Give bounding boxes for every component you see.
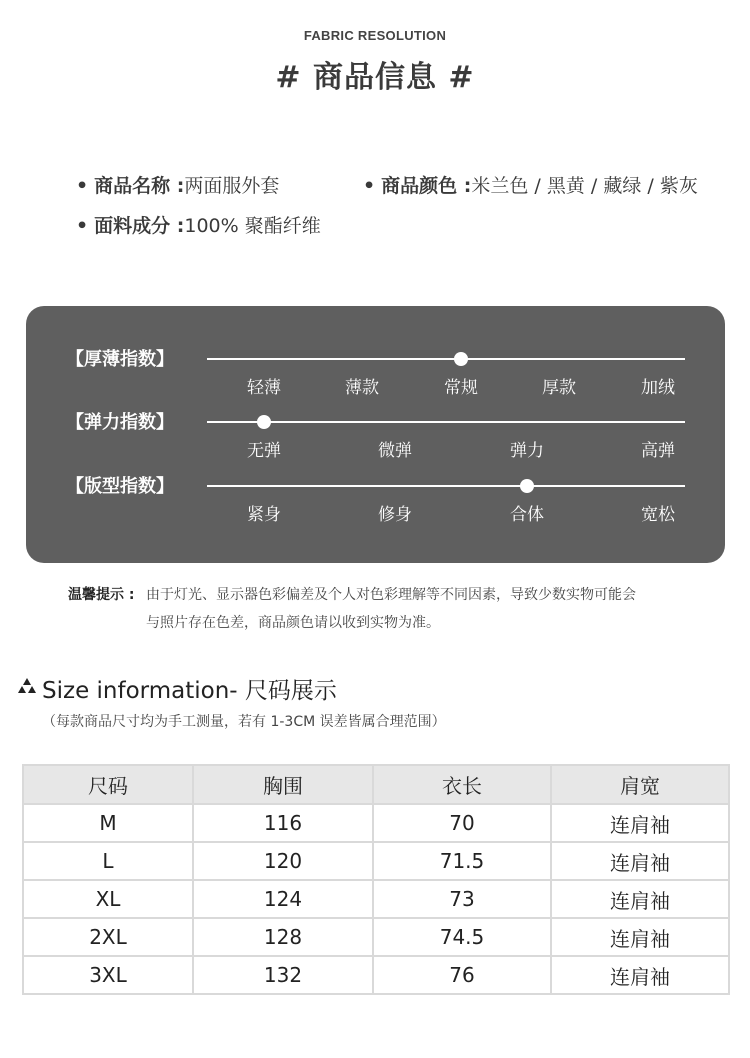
page-title: # 商品信息 #: [275, 60, 475, 95]
info-name-label: 商品名称 :: [94, 175, 185, 197]
size-section-note: （每款商品尺寸均为手工测量，若有 1-3CM 误差皆属合理范围）: [42, 714, 446, 730]
cell-chest: 116: [193, 804, 373, 842]
column-header-length: 衣长: [373, 765, 551, 804]
info-name-value: 两面服外套: [184, 175, 280, 197]
cell-shoulder: 连肩袖: [551, 918, 729, 956]
size-section-title: Size information- 尺码展示: [42, 678, 337, 704]
cell-shoulder: 连肩袖: [551, 956, 729, 994]
index-option: 无弹: [247, 441, 281, 461]
index-option: 加绒: [641, 378, 675, 398]
index-option: 厚款: [542, 378, 576, 398]
info-fabric: [76, 211, 321, 238]
column-header-chest: 胸围: [193, 765, 373, 804]
index-track: [207, 358, 685, 360]
triangle-cluster-icon: [16, 676, 38, 698]
cell-shoulder: 连肩袖: [551, 804, 729, 842]
bullet-icon: •: [76, 175, 89, 197]
index-option: 高弹: [641, 441, 675, 461]
index-selected-knob: [257, 415, 271, 429]
info-fabric-value: 100% 聚酯纤维: [184, 215, 321, 237]
cell-shoulder: 连肩袖: [551, 880, 729, 918]
column-header-size: 尺码: [23, 765, 193, 804]
index-option: 常规: [444, 378, 478, 398]
cell-length: 70: [373, 804, 551, 842]
tip-text-line-1: 由于灯光、显示器色彩偏差及个人对色彩理解等不同因素，导致少数实物可能会: [146, 587, 636, 603]
index-option: 薄款: [345, 378, 379, 398]
index-option: 宽松: [641, 505, 675, 525]
index-label: 【厚薄指数】: [66, 349, 174, 370]
table-row: [23, 842, 729, 880]
table-row: [23, 956, 729, 994]
cell-size: L: [23, 842, 193, 880]
cell-shoulder: 连肩袖: [551, 842, 729, 880]
index-option: 轻薄: [247, 378, 281, 398]
cell-size: XL: [23, 880, 193, 918]
index-label: 【弹力指数】: [66, 412, 174, 433]
cell-chest: 128: [193, 918, 373, 956]
index-option: 弹力: [510, 441, 544, 461]
cell-size: 2XL: [23, 918, 193, 956]
table-row: [23, 804, 729, 842]
index-option: 合体: [510, 505, 544, 525]
bullet-icon: •: [363, 175, 376, 197]
cell-size: M: [23, 804, 193, 842]
bullet-icon: •: [76, 215, 89, 237]
index-track: [207, 485, 685, 487]
cell-length: 71.5: [373, 842, 551, 880]
size-table: [22, 764, 730, 995]
table-header-row: [23, 765, 729, 804]
cell-length: 74.5: [373, 918, 551, 956]
cell-size: 3XL: [23, 956, 193, 994]
cell-chest: 120: [193, 842, 373, 880]
info-product-color: [363, 171, 698, 198]
index-panel: [26, 306, 725, 563]
tip-label: 温馨提示 :: [68, 587, 135, 603]
column-header-shoulder: 肩宽: [551, 765, 729, 804]
table-row: [23, 918, 729, 956]
index-selected-knob: [454, 352, 468, 366]
index-option: 微弹: [378, 441, 412, 461]
info-product-name: [76, 171, 279, 198]
index-track: [207, 421, 685, 423]
index-option: 修身: [378, 505, 412, 525]
cell-chest: 124: [193, 880, 373, 918]
index-selected-knob: [520, 479, 534, 493]
info-fabric-label: 面料成分 :: [94, 215, 185, 237]
section-subtitle: FABRIC RESOLUTION: [303, 28, 447, 43]
index-option: 紧身: [247, 505, 281, 525]
tip-text-line-2: 与照片存在色差，商品颜色请以收到实物为准。: [146, 615, 440, 631]
table-row: [23, 880, 729, 918]
cell-chest: 132: [193, 956, 373, 994]
info-color-value: 米兰色 / 黑黄 / 藏绿 / 紫灰: [471, 175, 698, 197]
index-label: 【版型指数】: [66, 476, 174, 497]
cell-length: 73: [373, 880, 551, 918]
info-color-label: 商品颜色 :: [381, 175, 472, 197]
cell-length: 76: [373, 956, 551, 994]
